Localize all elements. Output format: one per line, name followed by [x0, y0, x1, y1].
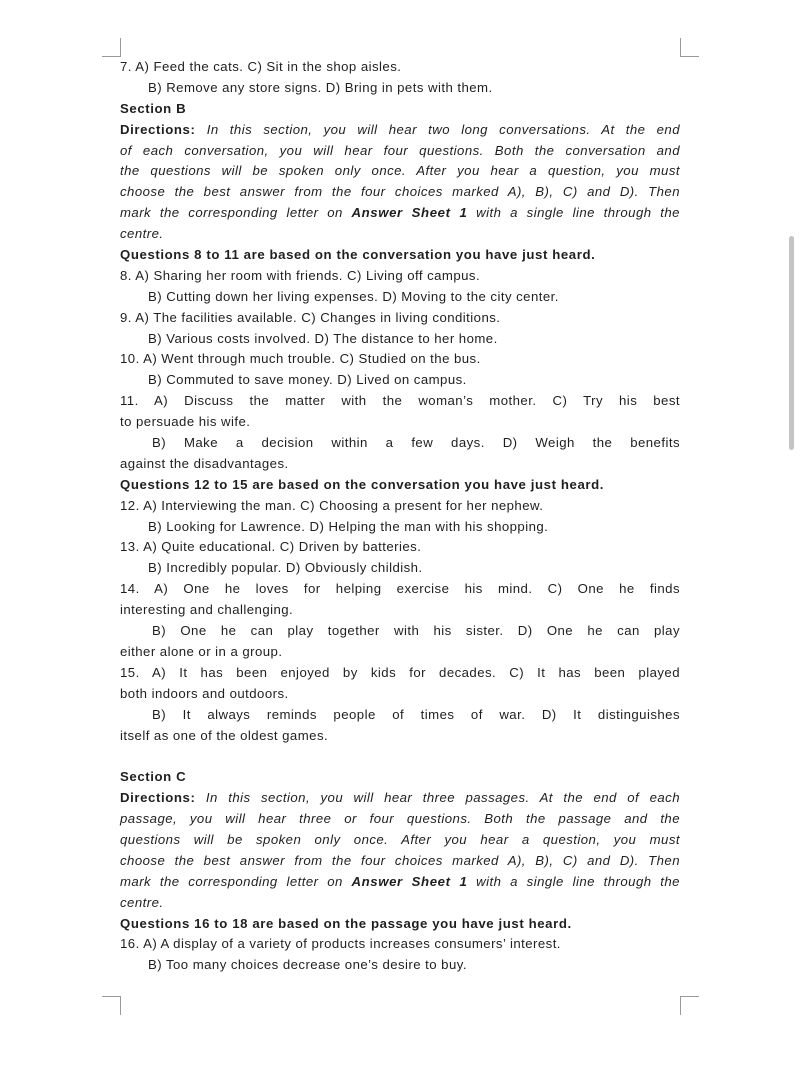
q11-options-bd-cont: against the disadvantages. [120, 455, 289, 471]
q16-option-a: 16. A) A display of a variety of products increases consumers’ interest. [120, 936, 561, 952]
section-c-heading: Section C [120, 769, 187, 785]
q7-options-bd: B) Remove any store signs. D) Bring in pets with them. [148, 79, 493, 95]
section-c-directions-line-6: centre. [120, 894, 164, 910]
crop-mark-top-left [102, 38, 121, 57]
section-b-directions-line-3: the questions will be spoken only once. After you hear a question, you must [120, 163, 680, 179]
q12-options-bd: B) Looking for Lawrence. D) Helping the man with his shopping. [148, 518, 549, 534]
q9-options-ac: 9. A) The facilities available. C) Changes in living conditions. [120, 309, 501, 325]
section-b-directions-line-2: of each conversation, you will hear four questions. Both the conversation and [120, 142, 680, 158]
section-c-directions-line-2: passage, you will hear three or four questions. Both the passage and the [120, 811, 680, 827]
spacer [120, 746, 680, 767]
q11-options-ac: 11. A) Discuss the matter with the woman’s mother. C) Try his best [120, 393, 680, 409]
q14-options-ac: 14. A) One he loves for helping exercise his mind. C) One he finds [120, 581, 680, 597]
q8-options-ac: 8. A) Sharing her room with friends. C) Living off campus. [120, 267, 481, 283]
q14-options-bd: B) One he can play together with his sister. D) One he can play [152, 623, 680, 639]
directions-label: Directions: [120, 121, 196, 137]
crop-mark-bottom-left [102, 996, 121, 1015]
section-c-directions-line-1 [120, 788, 680, 809]
q15-options-ac: 15. A) It has been enjoyed by kids for decades. C) It has been played [120, 664, 680, 680]
q12-options-ac: 12. A) Interviewing the man. C) Choosing a present for her nephew. [120, 497, 544, 513]
section-b-directions-line-6: centre. [120, 226, 164, 242]
section-b-directions-line-1 [120, 120, 680, 141]
q15-options-bd: B) It always reminds people of times of war. D) It distinguishes [152, 706, 680, 722]
directions-text: with a single line through the [476, 205, 680, 221]
q10-options-ac: 10. A) Went through much trouble. C) Studied on the bus. [120, 351, 481, 367]
directions-text: mark the corresponding letter on [120, 873, 343, 889]
questions-8-11-heading: Questions 8 to 11 are based on the conversation you have just heard. [120, 247, 596, 263]
questions-16-18-heading: Questions 16 to 18 are based on the passage you have just heard. [120, 915, 572, 931]
q16-option-b: B) Too many choices decrease one’s desire to buy. [148, 957, 467, 973]
q11-options-ac-cont: to persuade his wife. [120, 414, 251, 430]
section-b-directions-line-4: choose the best answer from the four choices marked A), B), C) and D). Then [120, 184, 680, 200]
vertical-scrollbar[interactable] [789, 236, 794, 450]
directions-text: In this section, you will hear three passages. At the end of each [205, 790, 680, 806]
directions-text: mark the corresponding letter on [120, 205, 343, 221]
answer-sheet-label: Answer Sheet 1 [351, 205, 468, 221]
directions-text: In this section, you will hear two long conversations. At the end [206, 121, 680, 137]
answer-sheet-label: Answer Sheet 1 [351, 873, 468, 889]
q13-options-bd: B) Incredibly popular. D) Obviously childish. [148, 560, 423, 576]
q11-options-bd: B) Make a decision within a few days. D) Weigh the benefits [152, 435, 680, 451]
q10-options-bd: B) Commuted to save money. D) Lived on campus. [148, 372, 467, 388]
section-b-heading: Section B [120, 100, 187, 116]
section-c-directions-line-3: questions will be spoken only once. After you hear a question, you must [120, 831, 680, 847]
q15-options-bd-cont: itself as one of the oldest games. [120, 727, 329, 743]
section-c-directions-line-4: choose the best answer from the four choices marked A), B), C) and D). Then [120, 852, 680, 868]
q15-options-ac-cont: both indoors and outdoors. [120, 685, 289, 701]
q9-options-bd: B) Various costs involved. D) The distance to her home. [148, 330, 498, 346]
q8-options-bd: B) Cutting down her living expenses. D) Moving to the city center. [148, 288, 559, 304]
q14-options-bd-cont: either alone or in a group. [120, 643, 283, 659]
q13-options-ac: 13. A) Quite educational. C) Driven by batteries. [120, 539, 422, 555]
section-c-directions-line-5 [120, 872, 680, 893]
q7-options-ac: 7. A) Feed the cats. C) Sit in the shop aisles. [120, 59, 402, 74]
directions-text: with a single line through the [476, 873, 680, 889]
directions-label: Directions: [120, 790, 196, 806]
q14-options-ac-cont: interesting and challenging. [120, 602, 294, 618]
questions-12-15-heading: Questions 12 to 15 are based on the conversation you have just heard. [120, 476, 605, 492]
crop-mark-bottom-right [680, 996, 699, 1015]
section-b-directions-line-5 [120, 203, 680, 224]
crop-mark-top-right [680, 38, 699, 57]
document-page [120, 57, 680, 976]
